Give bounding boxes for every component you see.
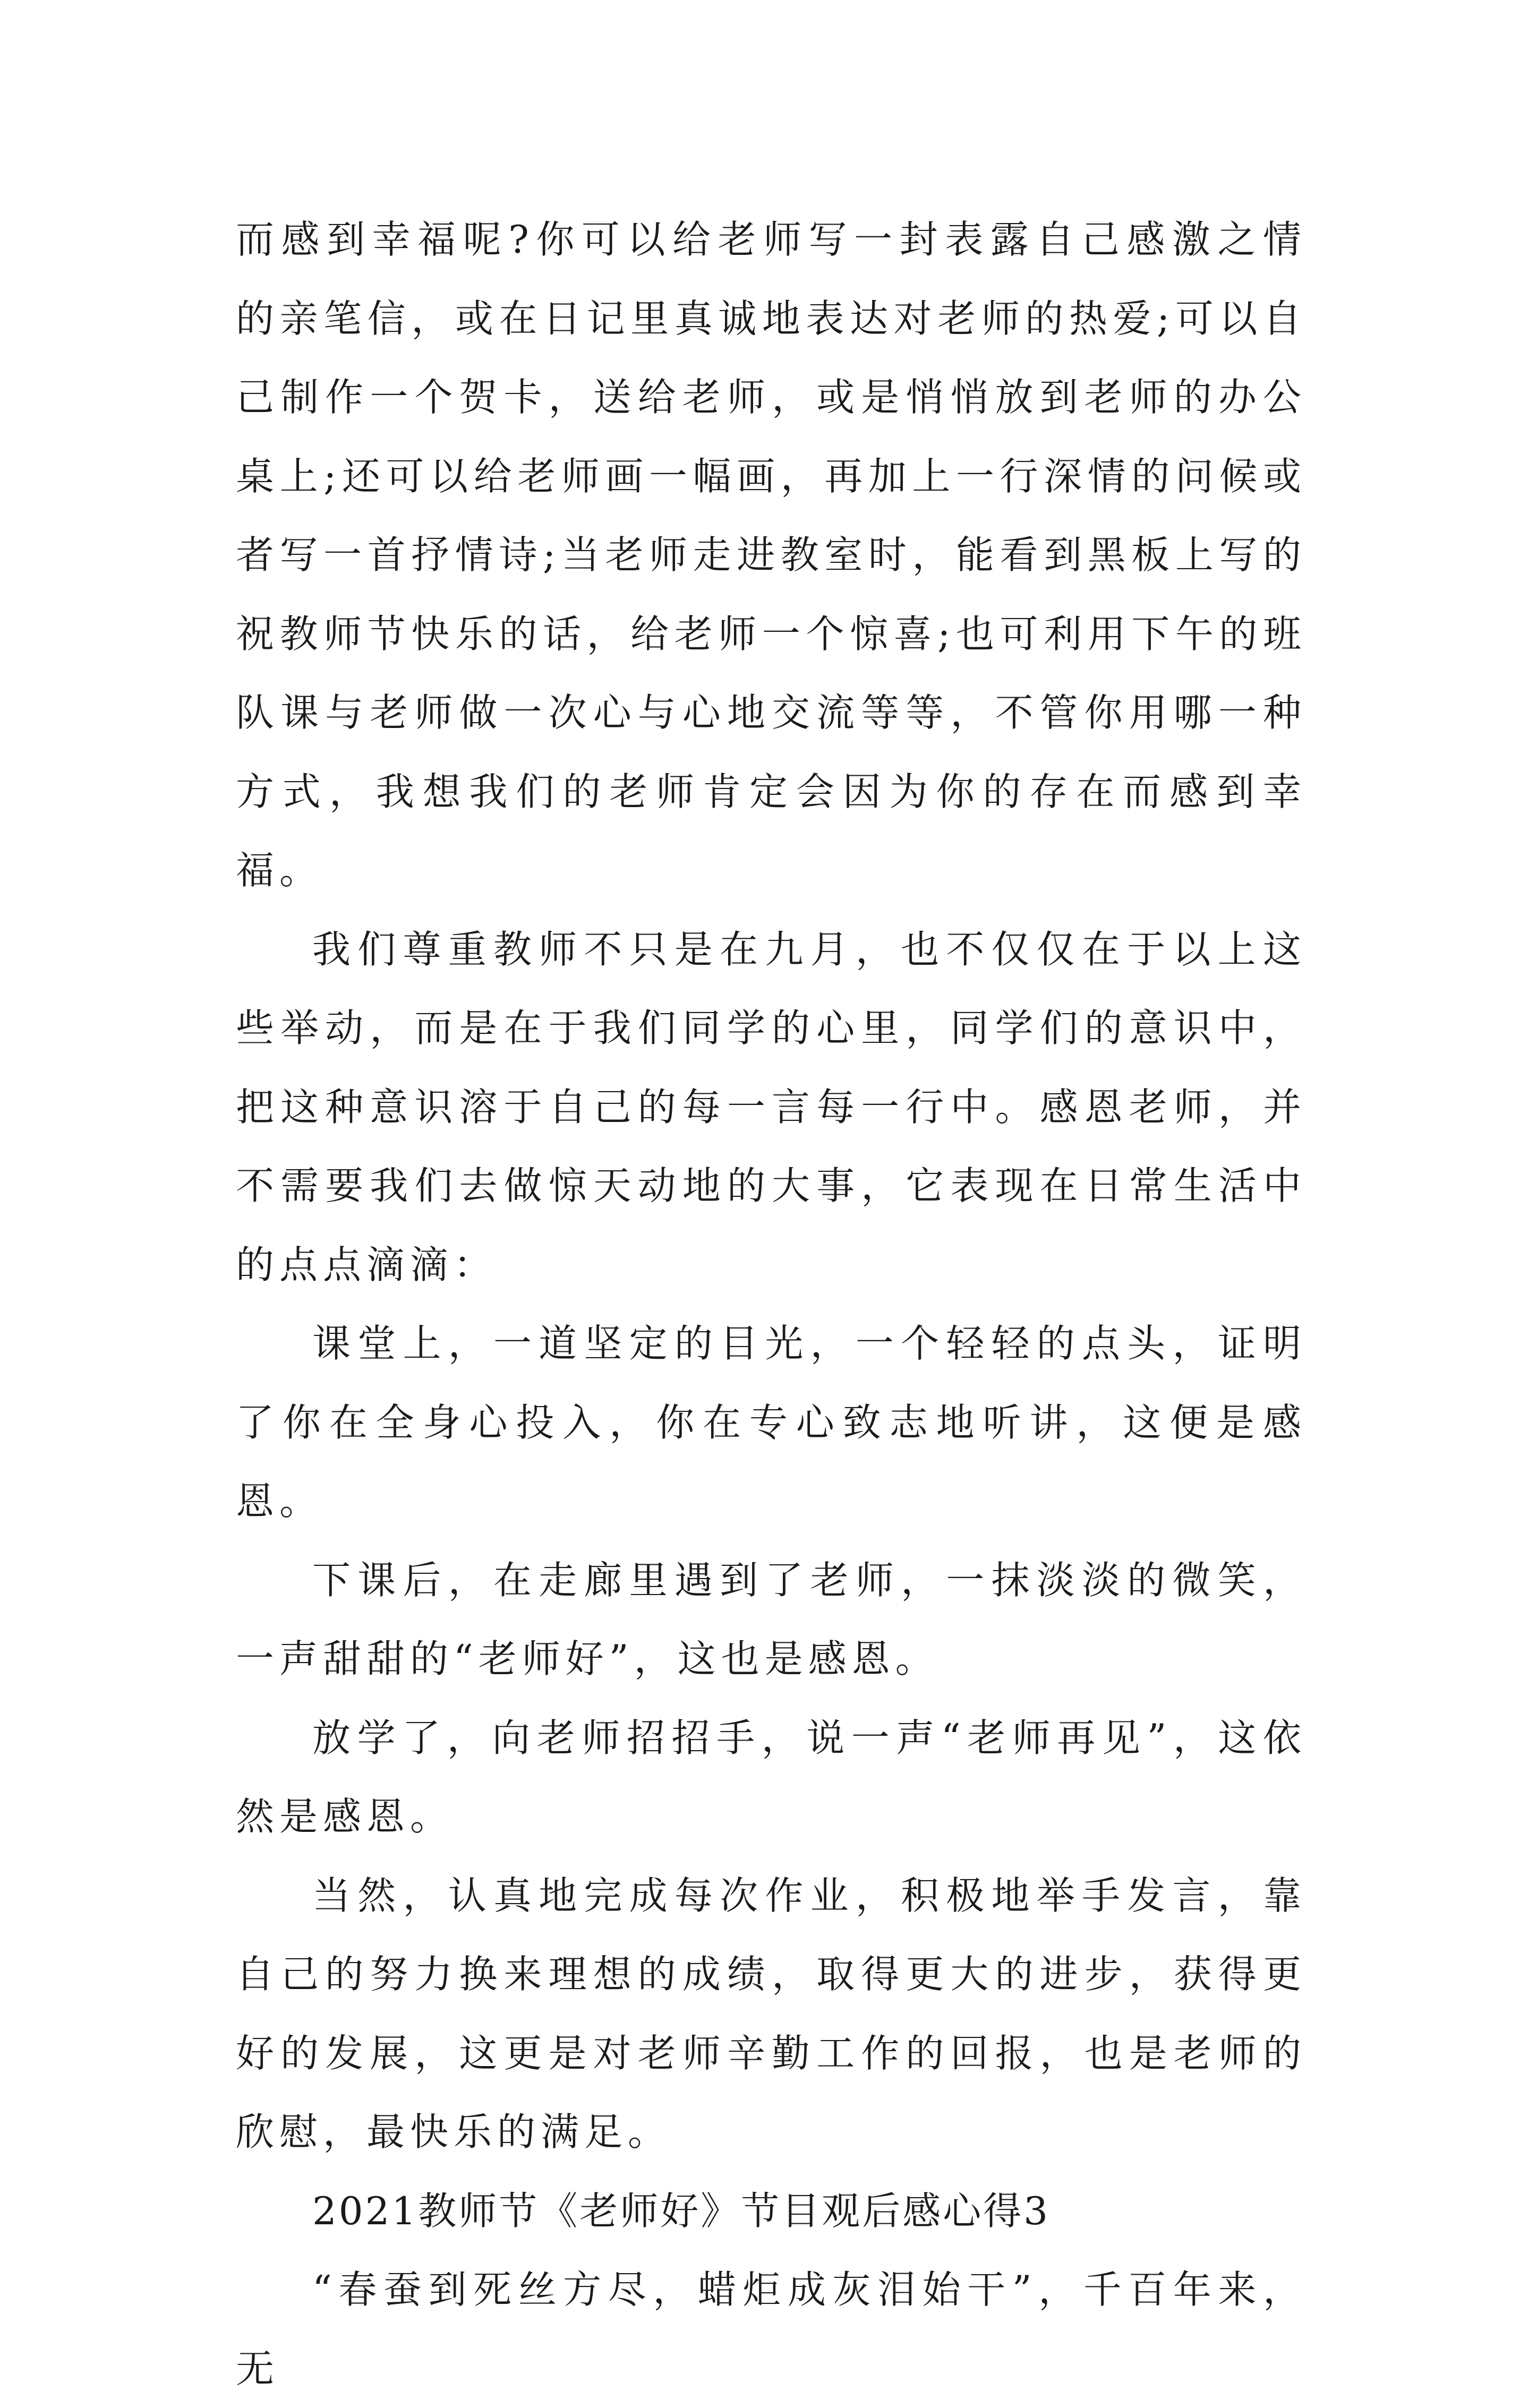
paragraph: 下课后，在走廊里遇到了老师，一抹淡淡的微笑，一声甜甜的“老师好”，这也是感恩。 [236,1557,1307,1681]
section-heading: 2021教师节《老师好》节目观后感心得3 [312,2188,1051,2233]
paragraph: 我们尊重教师不只是在九月，也不仅仅在于以上这些举动，而是在于我们同学的心里，同学们的意识中，把这种意识溶于自己的每一言每一行中。感恩老师，并不需要我们去做惊天动地的大事，它表现在日常生活中的点点滴滴： [236,927,1307,1287]
paragraph: “春蚕到死丝方尽，蜡炬成灰泪始干”，千百年来，无 [236,2267,1307,2391]
paragraph: 放学了，向老师招招手，说一声“老师再见”，这依然是感恩。 [236,1715,1307,1839]
paragraph: 而感到幸福呢?你可以给老师写一封表露自己感激之情的亲笔信，或在日记里真诚地表达对老师的热爱;可以自己制作一个贺卡，送给老师，或是悄悄放到老师的办公桌上;还可以给老师画一幅画，再加上一行深情的问候或者写一首抒情诗;当老师走进教室时，能看到黑板上写的祝教师节快乐的话，给老师一个惊喜;也可利用下午的班队课与老师做一次心与心地交流等等，不管你用哪一种方式，我想我们的老师肯定会因为你的存在而感到幸福。 [236,217,1307,893]
paragraph: 当然，认真地完成每次作业，积极地举手发言，靠自己的努力换来理想的成绩，取得更大的进步，获得更好的发展，这更是对老师辛勤工作的回报，也是老师的欣慰，最快乐的满足。 [236,1873,1307,2154]
paragraph: 课堂上，一道坚定的目光，一个轻轻的点头，证明了你在全身心投入，你在专心致志地听讲，这便是感恩。 [236,1321,1307,1523]
document-body [236,200,1307,2408]
